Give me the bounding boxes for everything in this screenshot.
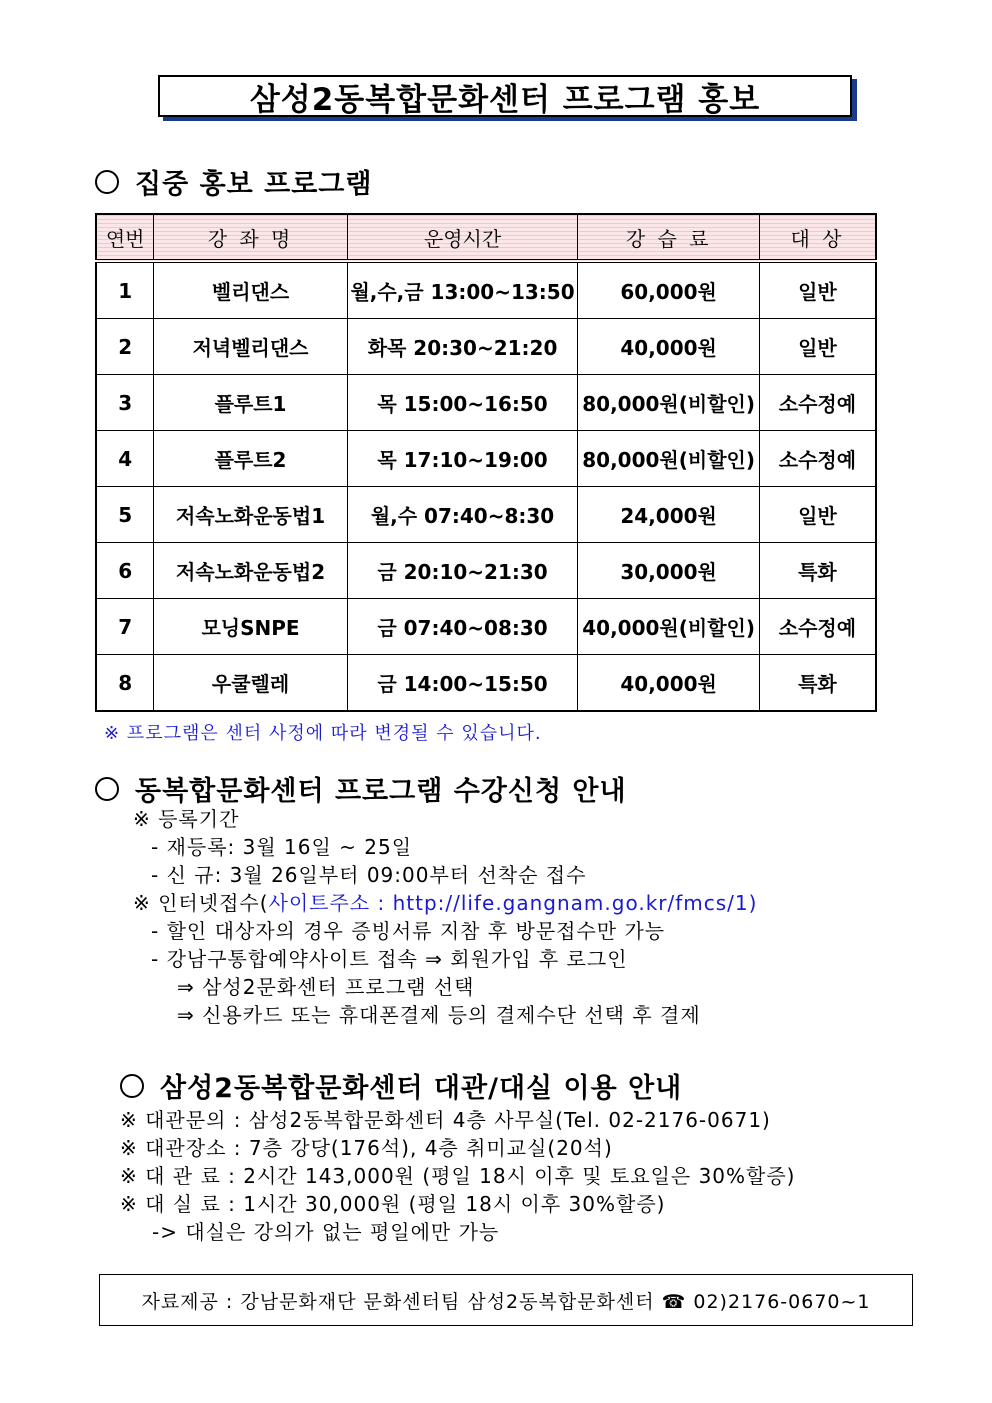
table-row bbox=[96, 543, 876, 599]
select-program-line: ⇒ 삼성2문화센터 프로그램 선택 bbox=[177, 975, 475, 999]
new-registration-line: - 신 규: 3월 26일부터 09:00부터 선착순 접수 bbox=[151, 863, 587, 887]
cell: 모닝SNPE bbox=[154, 599, 347, 655]
cell: 40,000원 bbox=[578, 655, 760, 712]
page-title: 삼성2동복합문화센터 프로그램 홍보 bbox=[249, 81, 761, 118]
cell: 소수정예 bbox=[759, 375, 876, 431]
cell: 화목 20:30~21:20 bbox=[347, 319, 578, 375]
footer-text: 자료제공 : 강남문화재단 문화센터팀 삼성2동복합문화센터 ☎ 02)2176-0670~1 bbox=[141, 1290, 871, 1313]
cell: 5 bbox=[96, 487, 154, 543]
section2-heading-text: 동복합문화센터 프로그램 수강신청 안내 bbox=[135, 776, 627, 807]
rental-inquiry-line: ※ 대관문의 : 삼성2동복합문화센터 4층 사무실(Tel. 02-2176-0671) bbox=[120, 1108, 771, 1132]
table-row bbox=[96, 319, 876, 375]
cell: 60,000원 bbox=[578, 261, 760, 319]
change-notice: ※ 프로그램은 센터 사정에 따라 변경될 수 있습니다. bbox=[104, 723, 542, 744]
cell: 목 17:10~19:00 bbox=[347, 431, 578, 487]
cell: 목 15:00~16:50 bbox=[347, 375, 578, 431]
cell: 금 07:40~08:30 bbox=[347, 599, 578, 655]
section3-heading bbox=[120, 1066, 682, 1105]
cell: 6 bbox=[96, 543, 154, 599]
cell: 일반 bbox=[759, 261, 876, 319]
title-box bbox=[158, 75, 852, 117]
registration-period-label: ※ 등록기간 bbox=[133, 807, 240, 831]
section2-heading bbox=[95, 769, 627, 808]
table-row bbox=[96, 599, 876, 655]
col-header: 연번 bbox=[96, 214, 154, 261]
program-table bbox=[95, 213, 877, 712]
cell: 저속노화운동법2 bbox=[154, 543, 347, 599]
rental-info bbox=[120, 1106, 795, 1246]
payment-line: ⇒ 신용카드 또는 휴대폰결제 등의 결제수단 선택 후 결제 bbox=[177, 1003, 701, 1027]
site-address-link[interactable]: 사이트주소 : http://life.gangnam.go.kr/fmcs/1 bbox=[268, 891, 749, 915]
room-fee-line: ※ 대 실 료 : 1시간 30,000원 (평일 18시 이후 30%할증) bbox=[120, 1192, 666, 1216]
paren-close: ) bbox=[748, 891, 758, 915]
cell: 80,000원(비할인) bbox=[578, 375, 760, 431]
cell: 8 bbox=[96, 655, 154, 712]
cell: 월,수,금 13:00~13:50 bbox=[347, 261, 578, 319]
discount-line: - 할인 대상자의 경우 증빙서류 지참 후 방문접수만 가능 bbox=[151, 919, 666, 943]
cell: 특화 bbox=[759, 543, 876, 599]
table-header-row bbox=[96, 214, 876, 261]
cell: 40,000원 bbox=[578, 319, 760, 375]
cell: 7 bbox=[96, 599, 154, 655]
cell: 2 bbox=[96, 319, 154, 375]
rental-venue-line: ※ 대관장소 : 7층 강당(176석), 4층 취미교실(20석) bbox=[120, 1136, 613, 1160]
table-row bbox=[96, 431, 876, 487]
cell: 소수정예 bbox=[759, 431, 876, 487]
cell: 30,000원 bbox=[578, 543, 760, 599]
cell: 우쿨렐레 bbox=[154, 655, 347, 712]
footer-box bbox=[99, 1274, 913, 1326]
cell: 1 bbox=[96, 261, 154, 319]
col-header: 운영시간 bbox=[347, 214, 578, 261]
cell: 일반 bbox=[759, 319, 876, 375]
cell: 80,000원(비할인) bbox=[578, 431, 760, 487]
cell: 40,000원(비할인) bbox=[578, 599, 760, 655]
site-access-line: - 강남구통합예약사이트 접속 ⇒ 회원가입 후 로그인 bbox=[151, 947, 628, 971]
cell: 24,000원 bbox=[578, 487, 760, 543]
table-row bbox=[96, 261, 876, 319]
internet-registration-label: ※ 인터넷접수( bbox=[133, 891, 269, 915]
section3-heading-text: 삼성2동복합문화센터 대관/대실 이용 안내 bbox=[160, 1073, 683, 1104]
cell: 저녁벨리댄스 bbox=[154, 319, 347, 375]
room-availability-line: -> 대실은 강의가 없는 평일에만 가능 bbox=[152, 1220, 500, 1244]
col-header: 강 습 료 bbox=[578, 214, 760, 261]
col-header: 대 상 bbox=[759, 214, 876, 261]
table-row bbox=[96, 487, 876, 543]
cell: 저속노화운동법1 bbox=[154, 487, 347, 543]
table-row bbox=[96, 375, 876, 431]
circle-icon bbox=[95, 777, 119, 801]
cell: 금 20:10~21:30 bbox=[347, 543, 578, 599]
section1-heading-text: 집중 홍보 프로그램 bbox=[135, 169, 373, 200]
internet-registration-line bbox=[133, 889, 757, 917]
table-row bbox=[96, 655, 876, 712]
cell: 월,수 07:40~8:30 bbox=[347, 487, 578, 543]
col-header: 강 좌 명 bbox=[154, 214, 347, 261]
cell: 일반 bbox=[759, 487, 876, 543]
registration-info bbox=[133, 805, 757, 1029]
cell: 플루트2 bbox=[154, 431, 347, 487]
section1-heading bbox=[95, 162, 372, 201]
cell: 소수정예 bbox=[759, 599, 876, 655]
cell: 금 14:00~15:50 bbox=[347, 655, 578, 712]
circle-icon bbox=[95, 170, 119, 194]
circle-icon bbox=[120, 1074, 144, 1098]
cell: 벨리댄스 bbox=[154, 261, 347, 319]
rental-fee-line: ※ 대 관 료 : 2시간 143,000원 (평일 18시 이후 및 토요일은 30%할증) bbox=[120, 1164, 796, 1188]
cell: 4 bbox=[96, 431, 154, 487]
cell: 플루트1 bbox=[154, 375, 347, 431]
re-registration-line: - 재등록: 3월 16일 ~ 25일 bbox=[151, 835, 413, 859]
cell: 특화 bbox=[759, 655, 876, 712]
cell: 3 bbox=[96, 375, 154, 431]
